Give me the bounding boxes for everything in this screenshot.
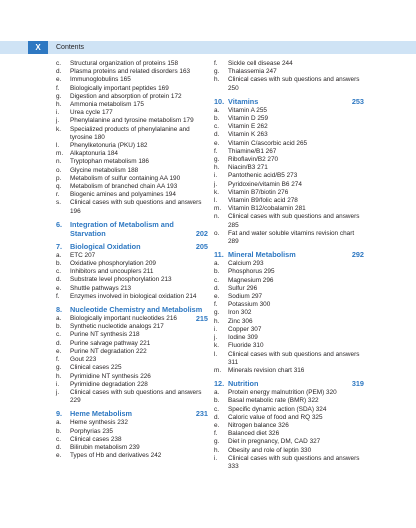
toc-entry [56, 252, 208, 260]
entry-letter: j. [214, 180, 218, 188]
entry-text: Plasma proteins and related disorders 163 [70, 68, 191, 76]
entry-text: Fluoride 310 [228, 342, 264, 350]
entry-text: Clinical cases with sub questions and answers 196 [70, 199, 202, 215]
entry-letter: n. [56, 158, 62, 166]
toc-entry [214, 438, 364, 446]
entry-letter: c. [56, 268, 61, 276]
entry-text: Purine NT synthesis 218 [70, 331, 140, 339]
toc-entry [56, 109, 208, 117]
entry-letter: d. [56, 68, 62, 76]
entry-letter: d. [214, 413, 220, 421]
toc-entry [214, 60, 364, 68]
left-column [56, 60, 208, 460]
entry-letter: i. [56, 109, 60, 117]
toc-entry [56, 419, 208, 427]
toc-entry [214, 181, 364, 189]
chapter-page-number: 319 [351, 379, 364, 389]
entry-text: Potassium 300 [228, 301, 271, 309]
toc-entry [214, 107, 364, 115]
chapter-title: Mineral Metabolism [228, 250, 296, 260]
entry-letter: p. [56, 174, 62, 182]
entry-letter: f. [56, 84, 60, 92]
toc-entry [214, 68, 364, 76]
toc-entry [214, 205, 364, 213]
chapter-page-number: 202 [195, 228, 208, 238]
toc-entry [56, 93, 208, 101]
entry-text: Inhibitors and uncouplers 211 [70, 268, 154, 276]
entry-text: Ammonia metabolism 175 [70, 101, 144, 109]
entry-text: Phosphorus 295 [228, 268, 275, 276]
toc-entry [214, 213, 364, 229]
toc-entry [214, 76, 364, 92]
entry-letter: h. [214, 317, 220, 325]
entry-text: Digestion and absorption of protein 172 [70, 92, 182, 100]
entry-text: Tryptophan metabolism 186 [70, 158, 149, 166]
right-column [214, 60, 364, 471]
entry-text: Substrate level phosphorylation 213 [70, 276, 172, 284]
entry-text: Phenylalanine and tyrosine metabolism 179 [70, 117, 194, 125]
entry-letter: f. [56, 292, 60, 300]
entry-text: Basal metabolic rate (BMR) 322 [228, 397, 319, 405]
toc-entry [56, 293, 208, 301]
entry-letter: k. [214, 188, 219, 196]
toc-entry [56, 268, 208, 276]
entry-text: Urea cycle 177 [70, 109, 113, 117]
entry-text: Vitamin B12/cobalamin 281 [228, 205, 306, 213]
entry-letter: l. [214, 350, 218, 358]
toc-entry [56, 183, 208, 191]
toc-entry [214, 342, 364, 350]
entry-text: Clinical cases with sub questions and answers 311 [228, 350, 360, 366]
toc-entry [56, 381, 208, 389]
toc-entry [214, 131, 364, 139]
chapter-number: 11. [214, 250, 224, 260]
toc-entry [214, 301, 364, 309]
toc-entry [214, 422, 364, 430]
entry-letter: e. [56, 76, 62, 84]
entry-text: Purine salvage pathway 221 [70, 339, 151, 347]
entry-letter: a. [56, 315, 62, 323]
toc-entry [214, 326, 364, 334]
toc-entry [56, 142, 208, 150]
entry-text: Niacin/B3 271 [228, 164, 268, 172]
entry-text: Clinical cases with sub questions and answers 229 [70, 388, 202, 405]
chapter-number: 6. [56, 219, 63, 229]
entry-text: Clinical cases with sub questions and answers 333 [228, 454, 360, 470]
entry-letter: m. [214, 205, 222, 213]
entry-letter: g. [214, 438, 220, 446]
toc-entry [56, 436, 208, 444]
toc-entry [214, 148, 364, 156]
entry-letter: j. [56, 117, 60, 125]
entry-letter: g. [214, 156, 220, 164]
toc-entry [56, 452, 208, 460]
chapter-title: Nutrition [228, 379, 259, 389]
entry-text: Porphyrias 235 [70, 427, 113, 435]
toc-entry [56, 101, 208, 109]
chapter-number: 7. [56, 241, 63, 251]
entry-letter: b. [56, 323, 62, 331]
entry-letter: a. [56, 251, 62, 259]
toc-entry [56, 323, 208, 331]
entry-letter: h. [56, 372, 62, 380]
entry-letter: i. [214, 172, 218, 180]
chapter-title: Heme Metabolism [70, 409, 133, 419]
toc-entry [56, 389, 208, 405]
entry-letter: c. [214, 276, 219, 284]
entry-text: Zinc 306 [228, 317, 253, 325]
chapter-page-number: 205 [195, 241, 208, 251]
entry-text: Phenylketonuria (PKU) 182 [70, 142, 148, 150]
toc-entry [214, 164, 364, 172]
chapter-page-number: 215 [195, 314, 208, 324]
entry-letter: e. [56, 452, 62, 460]
entry-letter: n. [214, 213, 220, 221]
entry-text: Protein energy malnutrition (PEM) 320 [228, 389, 337, 397]
entry-text: Iron 302 [228, 309, 252, 317]
entry-letter: o. [214, 229, 220, 237]
toc-entry [214, 430, 364, 438]
entry-text: Calcium 293 [228, 260, 264, 268]
toc-entry [56, 260, 208, 268]
entry-text: Vitamin C/ascorbic acid 265 [228, 139, 308, 147]
entry-text: Sodium 297 [228, 293, 263, 301]
toc-entry [56, 315, 208, 323]
chapter-heading [56, 409, 208, 418]
entry-letter: a. [214, 389, 220, 397]
entry-text: Biologically important nucleotides 216 [70, 315, 177, 323]
entry-text: Structural organization of proteins 158 [70, 60, 178, 67]
entry-letter: d. [56, 443, 62, 451]
chapter-heading [214, 379, 364, 388]
entry-letter: a. [214, 106, 220, 114]
toc-entry [214, 189, 364, 197]
entry-text: Vitamin A 255 [228, 106, 267, 114]
toc-entry [56, 126, 208, 142]
chapter-heading [214, 250, 364, 259]
entry-letter: c. [214, 123, 219, 131]
entry-letter: o. [56, 166, 62, 174]
entry-text: Vitamin B7/biotin 276 [228, 188, 289, 196]
entry-text: Vitamin B9/folic acid 278 [228, 197, 298, 205]
toc-entry [214, 447, 364, 455]
entry-text: Riboflavin/B2 270 [228, 156, 279, 164]
entry-text: Obesity and role of leptin 330 [228, 446, 312, 454]
toc-entry [214, 414, 364, 422]
toc-entry [56, 167, 208, 175]
entry-text: Clinical cases with sub questions and answers 285 [228, 213, 360, 229]
toc-entry [56, 348, 208, 356]
entry-text: Sulfur 296 [228, 284, 258, 292]
entry-text: Iodine 309 [228, 334, 258, 342]
entry-text: Fat and water soluble vitamins revision chart 289 [228, 229, 355, 246]
entry-letter: j. [56, 388, 60, 396]
entry-text: Vitamin K 263 [228, 131, 268, 139]
toc-entry [56, 373, 208, 381]
entry-text: Purine NT degradation 222 [70, 347, 147, 355]
toc-entry [56, 356, 208, 364]
toc-entry [214, 230, 364, 246]
entry-text: Pantothenic acid/B5 273 [228, 172, 298, 180]
page-number-badge: X [28, 41, 48, 54]
entry-letter: h. [214, 164, 220, 172]
entry-text: Sickle cell disease 244 [228, 60, 293, 67]
toc-entry [56, 444, 208, 452]
toc-entry [214, 197, 364, 205]
entry-letter: c. [56, 60, 61, 67]
entry-text: Vitamin E 262 [228, 123, 268, 131]
entry-letter: d. [214, 131, 220, 139]
toc-entry [56, 331, 208, 339]
entry-letter: b. [214, 268, 220, 276]
entry-letter: f. [56, 356, 60, 364]
toc-entry [214, 140, 364, 148]
chapter-title: Nucleotide Chemistry and Metabolism [70, 305, 203, 315]
entry-letter: h. [214, 76, 220, 84]
toc-entry [214, 156, 364, 164]
entry-text: Balanced diet 326 [228, 430, 280, 438]
toc-entry [56, 175, 208, 183]
entry-text: Thalassemia 247 [228, 68, 277, 76]
entry-text: Minerals revision chart 316 [228, 366, 305, 374]
entry-letter: f. [214, 430, 218, 438]
entry-text: Pyrimidine degradation 228 [70, 380, 148, 388]
entry-letter: g. [214, 68, 220, 76]
entry-letter: e. [56, 347, 62, 355]
entry-text: Clinical cases 238 [70, 435, 122, 443]
entry-letter: f. [214, 60, 218, 67]
entry-letter: h. [214, 446, 220, 454]
entry-letter: f. [214, 147, 218, 155]
toc-entry [214, 334, 364, 342]
entry-letter: l. [56, 142, 60, 150]
entry-letter: l. [214, 197, 218, 205]
chapter-number: 8. [56, 305, 63, 315]
toc-entry [56, 276, 208, 284]
entry-text: Biogenic amines and polyamines 194 [70, 191, 176, 199]
entry-text: Heme synthesis 232 [70, 419, 128, 427]
entry-text: Metabolism of sulfur containing AA 190 [70, 174, 181, 182]
toc-entry [56, 85, 208, 93]
entry-letter: i. [56, 380, 60, 388]
entry-letter: q. [56, 183, 62, 191]
entry-letter: c. [214, 405, 219, 413]
entry-text: Clinical cases 225 [70, 364, 122, 372]
toc-entry [56, 428, 208, 436]
entry-text: Copper 307 [228, 325, 262, 333]
toc-entry [214, 367, 364, 375]
chapter-page-number: 292 [351, 250, 364, 260]
entry-letter: k. [56, 125, 61, 133]
toc-entry [214, 397, 364, 405]
toc-entry [56, 150, 208, 158]
chapter-title: Biological Oxidation [70, 241, 141, 251]
entry-text: Pyrimidine NT synthesis 226 [70, 372, 151, 380]
entry-letter: f. [214, 301, 218, 309]
toc-entry [56, 60, 208, 68]
entry-letter: j. [214, 334, 218, 342]
entry-text: Glycine metabolism 188 [70, 166, 139, 174]
toc-entry [214, 115, 364, 123]
toc-entry [56, 158, 208, 166]
entry-text: Vitamin D 259 [228, 115, 269, 123]
entry-letter: m. [56, 150, 64, 158]
entry-letter: c. [56, 331, 61, 339]
chapter-number: 9. [56, 409, 63, 419]
toc-entry [214, 455, 364, 471]
entry-text: Bilirubin metabolism 239 [70, 443, 140, 451]
toc-entry [56, 199, 208, 215]
toc-entry [214, 172, 364, 180]
chapter-page-number: 253 [351, 96, 364, 106]
entry-letter: i. [214, 325, 218, 333]
entry-letter: d. [56, 276, 62, 284]
chapter-title: Vitamins [228, 96, 259, 106]
entry-letter: g. [56, 364, 62, 372]
entry-text: Shuttle pathways 213 [70, 284, 132, 292]
entry-text: Caloric value of food and RQ 325 [228, 413, 323, 421]
entry-letter: b. [214, 397, 220, 405]
toc-entry [56, 76, 208, 84]
entry-letter: e. [214, 421, 220, 429]
entry-letter: m. [214, 366, 222, 374]
chapter-number: 12. [214, 379, 225, 389]
chapter-heading [214, 97, 364, 106]
entry-letter: d. [214, 284, 220, 292]
toc-entry [214, 268, 364, 276]
entry-text: Immunoglobulins 165 [70, 76, 131, 84]
entry-text: Enzymes involved in biological oxidation 214 [70, 292, 197, 300]
entry-letter: g. [56, 92, 62, 100]
entry-text: Metabolism of branched chain AA 193 [70, 183, 178, 191]
entry-letter: k. [214, 342, 219, 350]
toc-entry [214, 260, 364, 268]
toc-entry [214, 285, 364, 293]
entry-text: Synthetic nucleotide analogs 217 [70, 323, 164, 331]
toc-entry [56, 191, 208, 199]
entry-letter: b. [56, 427, 62, 435]
entry-letter: i. [214, 454, 218, 462]
entry-letter: a. [56, 419, 62, 427]
entry-text: Gout 223 [70, 356, 97, 364]
entry-text: Magnesium 296 [228, 276, 274, 284]
toc-entry [56, 117, 208, 125]
toc-entry [214, 123, 364, 131]
entry-text: Biologically important peptides 169 [70, 84, 169, 92]
entry-letter: e. [214, 139, 220, 147]
entry-text: Pyridoxine/vitamin B6 274 [228, 180, 302, 188]
entry-text: ETC 207 [70, 251, 96, 259]
toc-entry [56, 285, 208, 293]
chapter-page-number: 231 [195, 409, 208, 419]
toc-entry [214, 351, 364, 367]
entry-letter: r. [56, 191, 60, 199]
entry-text: Diet in pregnancy, DM, CAD 327 [228, 438, 321, 446]
entry-text: Oxidative phosphorylation 209 [70, 260, 156, 268]
toc-entry [214, 309, 364, 317]
chapter-heading [56, 220, 208, 238]
chapter-title: Integration of Metabolism and Starvation [70, 219, 174, 238]
entry-letter: s. [56, 199, 61, 207]
entry-letter: b. [56, 260, 62, 268]
entry-letter: c. [56, 435, 61, 443]
entry-letter: h. [56, 101, 62, 109]
entry-letter: e. [56, 284, 62, 292]
chapter-number: 10. [214, 96, 225, 106]
entry-text: Thiamine/B1 267 [228, 147, 277, 155]
chapter-heading [56, 242, 208, 251]
entry-letter: e. [214, 293, 220, 301]
toc-entry [56, 364, 208, 372]
entry-text: Nitrogen balance 326 [228, 421, 289, 429]
toc-entry [56, 68, 208, 76]
running-title: Contents [56, 44, 85, 51]
toc-entry [214, 406, 364, 414]
toc-entry [214, 277, 364, 285]
entry-letter: g. [214, 309, 220, 317]
entry-letter: a. [214, 260, 220, 268]
toc-entry [56, 340, 208, 348]
toc-entry [214, 293, 364, 301]
toc-entry [214, 389, 364, 397]
entry-text: Clinical cases with sub questions and answers 250 [228, 76, 360, 92]
entry-text: Types of Hb and derivatives 242 [70, 452, 162, 460]
toc-entry [214, 318, 364, 326]
entry-text: Specific dynamic action (SDA) 324 [228, 405, 327, 413]
entry-text: Specialized products of phenylalanine and tyrosine 180 [70, 125, 190, 141]
entry-text: Alkaptonuria 184 [70, 150, 118, 158]
entry-letter: d. [56, 339, 62, 347]
entry-letter: b. [214, 115, 220, 123]
